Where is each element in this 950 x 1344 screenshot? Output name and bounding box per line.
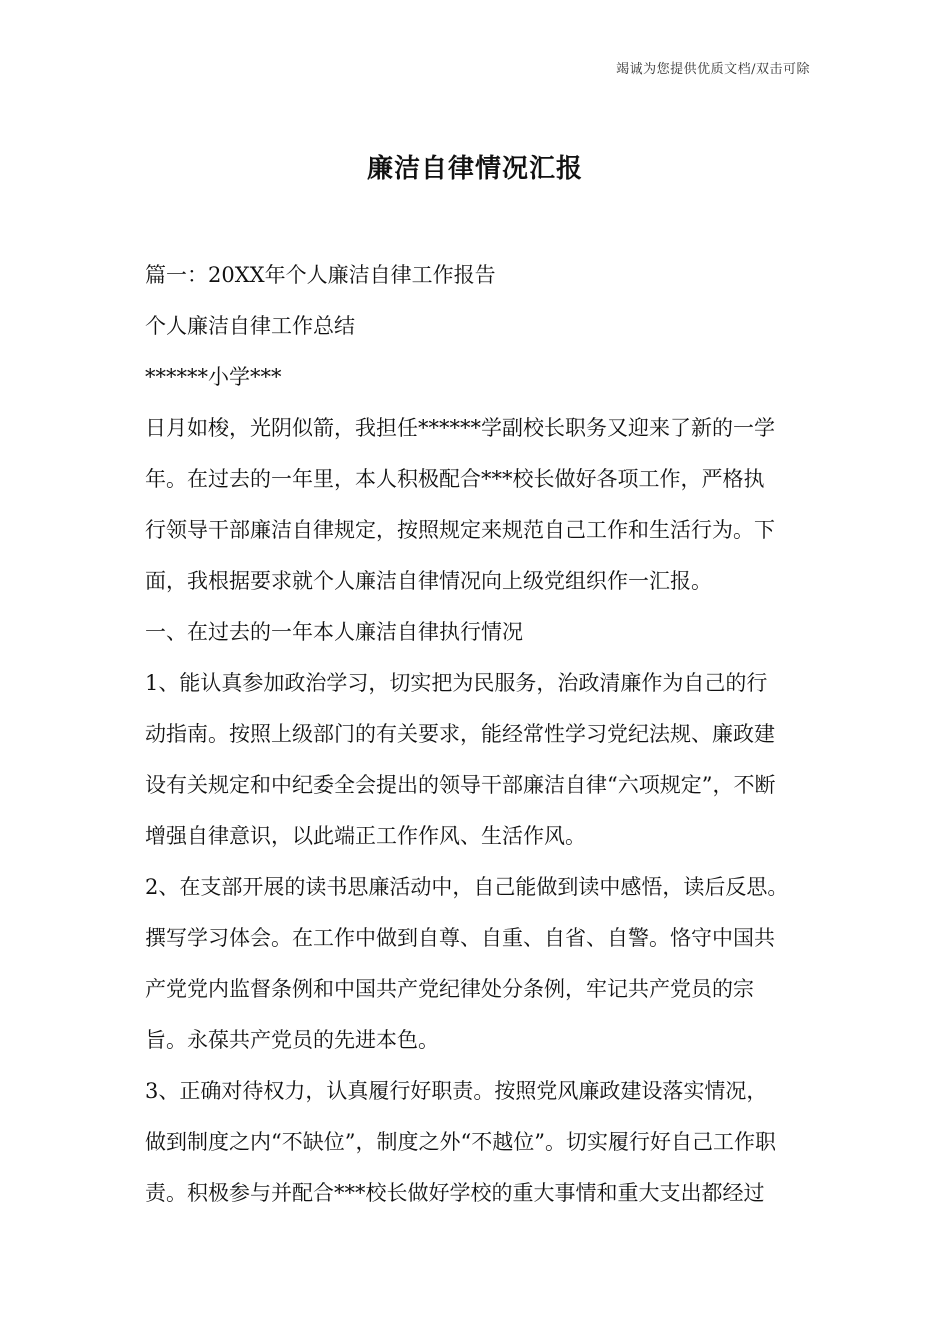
body-line: 设有关规定和中纪委全会提出的领导干部廉洁自律“六项规定”，不断 [145,773,776,797]
body-line: 面，我根据要求就个人廉洁自律情况向上级党组织作一汇报。 [145,569,712,593]
document-title: 廉洁自律情况汇报 [366,154,583,184]
body-line: 日月如梭，光阴似箭，我担任******学副校长职务又迎来了新的一学 [145,416,775,440]
body-line: 做到制度之内“不缺位”，制度之外“不越位”。切实履行好自己工作职 [145,1130,776,1154]
body-line: 年。在过去的一年里，本人积极配合***校长做好各项工作，严格执 [145,467,765,491]
body-line: 一、在过去的一年本人廉洁自律执行情况 [145,620,523,644]
body-line: 1、能认真参加政治学习，切实把为民服务，治政清廉作为自己的行 [145,671,768,695]
body-line: 旨。永葆共产党员的先进本色。 [145,1028,439,1052]
body-line: 动指南。按照上级部门的有关要求，能经常性学习党纪法规、廉政建 [145,722,775,746]
body-line: 产党党内监督条例和中国共产党纪律处分条例，牢记共产党员的宗 [145,977,754,1001]
body-line: 行领导干部廉洁自律规定，按照规定来规范自己工作和生活行为。下 [145,518,775,542]
document-body [145,250,825,1219]
body-line: 个人廉洁自律工作总结 [145,314,355,338]
body-line: 3、正确对待权力，认真履行好职责。按照党风廉政建设落实情况， [145,1079,768,1103]
body-line: 篇一：20XX年个人廉洁自律工作报告 [145,263,496,287]
body-line: 2、在支部开展的读书思廉活动中，自己能做到读中感悟，读后反思。 [145,875,789,899]
header-note: 竭诚为您提供优质文档/双击可除 [616,62,810,77]
body-line: 增强自律意识，以此端正工作作风、生活作风。 [145,824,586,848]
body-line: 撰写学习体会。在工作中做到自尊、自重、自省、自警。恪守中国共 [145,926,775,950]
body-line: ******小学*** [145,365,282,389]
body-line: 责。积极参与并配合***校长做好学校的重大事情和重大支出都经过 [145,1181,765,1205]
